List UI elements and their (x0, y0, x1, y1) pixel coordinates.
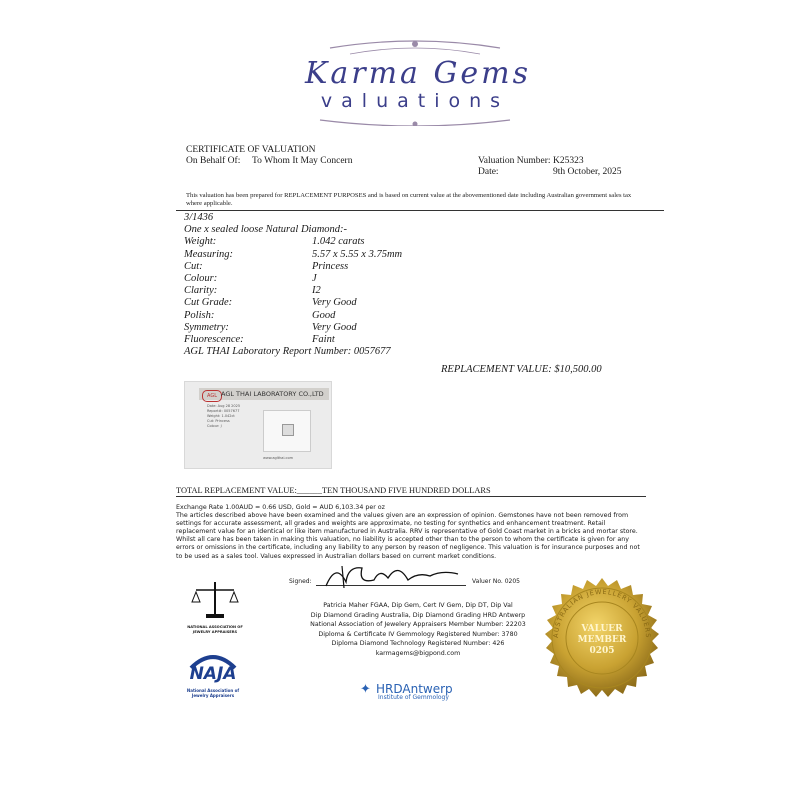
lab-report-number: AGL THAI Laboratory Report Number: 0057677 (184, 346, 391, 358)
signature-image (318, 558, 468, 590)
lab-card-line: Cut: Princess (207, 419, 230, 423)
lab-card-line: Report#: 0057677 (207, 409, 240, 413)
spec-label: Colour: (184, 273, 218, 285)
qualification-line: Diploma & Certificate IV Gemmology Registered Number: 3780 (318, 630, 518, 638)
spec-label: Weight: (184, 236, 217, 248)
spec-label: Clarity: (184, 285, 218, 297)
spec-label: Symmetry: (184, 321, 229, 333)
lab-card-site: www.aglthai.com (263, 456, 294, 460)
spec-label: Cut Grade: (184, 297, 233, 309)
qualification-line: National Association of Jewelery Appraisers Member Number: 22203 (310, 621, 526, 628)
spec-row (184, 249, 402, 261)
seal-center-1: VALUER (581, 624, 623, 634)
seal-ring-text: AUSTRALIAN JEWELLERY VALUERS (551, 587, 653, 639)
spec-label: Fluorescence: (184, 334, 244, 346)
replacement-value: REPLACEMENT VALUE: $10,500.00 (441, 364, 602, 375)
spec-row (184, 285, 402, 297)
hrd-subtitle: Institute of Gemmology (378, 694, 449, 701)
contact-email: karmagems@bigpond.com (375, 649, 461, 657)
valuation-number-label: Valuation Number: (478, 156, 551, 166)
date-label: Date: (478, 167, 499, 177)
hrd-star-icon: ✦ (360, 682, 371, 697)
spec-value: Very Good (312, 321, 357, 333)
item-description: One x sealed loose Natural Diamond:- (184, 224, 348, 236)
spec-value: 5.57 x 5.55 x 3.75mm (312, 248, 403, 260)
seal-center-3: 0205 (589, 646, 615, 656)
scales-icon (186, 580, 244, 620)
spec-row (184, 322, 402, 334)
total-value: TEN THOUSAND FIVE HUNDRED DOLLARS (321, 486, 491, 495)
on-behalf-label: On Behalf Of: (186, 156, 241, 166)
terms-block (176, 504, 644, 561)
lab-card-line: Colour: J (207, 424, 222, 428)
lab-card-header (199, 388, 329, 400)
total-replacement-value: TOTAL REPLACEMENT VALUE:______TEN THOUSAND FIVE HUNDRED DOLLARS (176, 486, 491, 495)
gold-seal (540, 576, 664, 700)
date-value: 9th October, 2025 (553, 167, 622, 177)
agl-logo: AGL (202, 390, 222, 402)
spec-value: Good (312, 309, 336, 321)
sealed-stone-window (263, 410, 311, 452)
spec-value: I2 (312, 285, 321, 297)
spec-value: J (312, 273, 317, 285)
spec-label: Polish: (184, 309, 215, 321)
spec-value: Princess (312, 260, 349, 272)
spec-row (184, 261, 402, 273)
seal-graphic (540, 576, 664, 700)
qualification-line: Patricia Maher FGAA, Dip Gem, Cert IV Gem, Dip DT, Dip Val (323, 602, 513, 609)
naa-logo (186, 580, 244, 634)
exchange-rate: Exchange Rate 1.00AUD = 0.66 USD, Gold = AUD 6,103.34 per oz (176, 504, 385, 511)
valuer-qualifications (268, 601, 568, 658)
divider (176, 496, 646, 497)
karma-gems-logo (280, 36, 550, 126)
spec-row (184, 297, 402, 309)
hrd-name: HRDAntwerp (376, 682, 453, 696)
lab-card-details (207, 404, 240, 429)
hrd-antwerp-logo (360, 678, 453, 701)
naja-name-2: Jewelry Appraisers (191, 693, 235, 698)
lab-card-line: Weight: 1.042ct (207, 414, 235, 418)
disclaimer: The articles described above have been examined and the values given are an expression of opinion. Gemstones have not been removed from settings for accurate assessment, all grades and weights are approximate, no testing for synthetics and enhancement treatment. Retail replacement value for an identical or like item manufactured in Australia. RRV is representative of Gold Coast market in a bricks and mortar store. Whilst all care has been taken in making this valuation, no liability is accepted other than to the person to whom the certificate is given for any errors or omissions in the certificate, including any liability to any person by reason of negligence. This valuation is for insurance purposes and not to be used as a sales tool. Values expressed in Australian dollars based on current market conditions. (176, 512, 640, 560)
purpose-note: This valuation has been prepared for REPLACEMENT PURPOSES and is based on current value at the abovementioned date including Australian government sales tax where applicable. (186, 192, 632, 207)
naja-name-1: National Association of (186, 688, 240, 693)
on-behalf-value: To Whom It May Concern (252, 156, 353, 166)
item-ref: 3/1436 (184, 212, 214, 223)
logo-subtitle: valuations (320, 90, 510, 112)
signed-label: Signed: (289, 578, 312, 585)
certificate-title: CERTIFICATE OF VALUATION (186, 145, 316, 155)
divider (176, 210, 664, 211)
spec-value: Faint (312, 334, 335, 346)
spec-value: Very Good (312, 297, 357, 309)
naja-logo (183, 650, 243, 698)
qualification-line: Dip Diamond Grading Australia, Dip Diamond Grading HRD Antwerp (310, 611, 526, 619)
spec-row (184, 236, 402, 248)
lab-card-title: AGL THAI LABORATORY CO.,LTD (221, 390, 324, 398)
seal-center-2: MEMBER (577, 635, 627, 645)
qualification-line: Diploma Diamond Technology Registered Number: 426 (331, 640, 505, 647)
spec-label: Cut: (184, 260, 203, 272)
total-label: TOTAL REPLACEMENT VALUE: (176, 486, 297, 495)
diamond-details (184, 212, 402, 358)
spec-value: 1.042 carats (312, 236, 365, 248)
spec-row (184, 273, 402, 285)
naa-label: NATIONAL ASSOCIATION OF JEWELRY APPRAISERS (187, 625, 243, 634)
spec-row (184, 334, 402, 346)
spec-row (184, 310, 402, 322)
naja-abbr: NAJA (189, 664, 237, 684)
spec-label: Measuring: (184, 248, 233, 260)
valuer-number: Valuer No. 0205 (472, 578, 520, 585)
lab-card-line: Date: Aug 28 2025 (207, 404, 241, 408)
logo-script-text: Karma Gems (304, 56, 532, 91)
lab-report-card-image (184, 381, 332, 469)
valuation-number-value: K25323 (553, 156, 584, 166)
diamond-icon (282, 424, 294, 436)
